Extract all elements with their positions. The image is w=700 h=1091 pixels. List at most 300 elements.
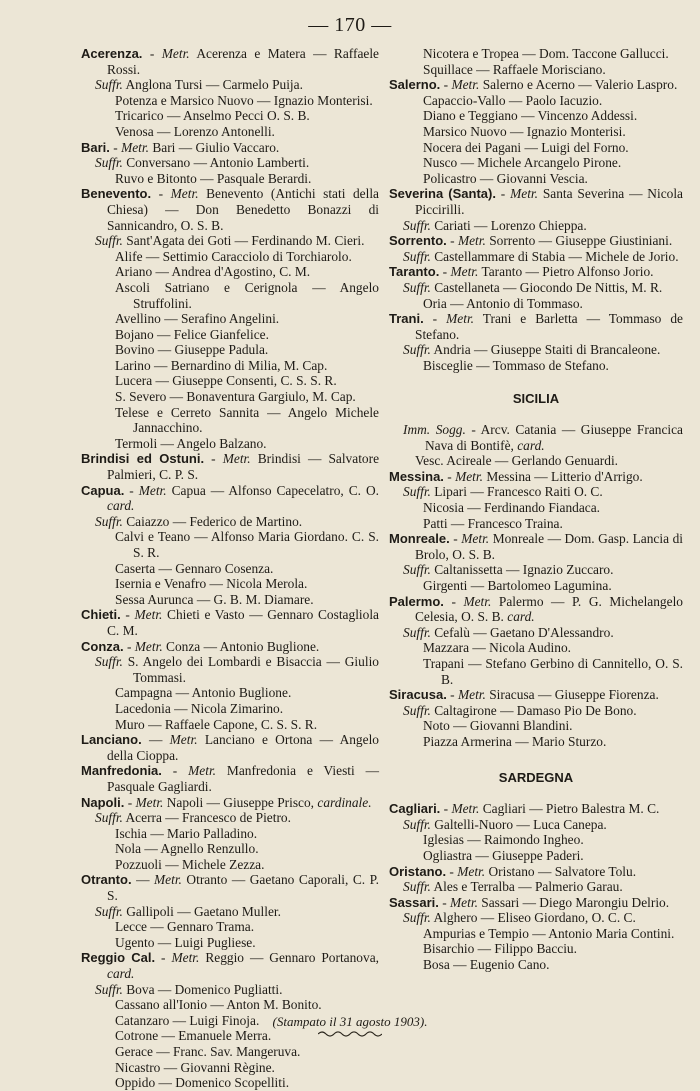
see-name: Acerenza. [81, 46, 143, 61]
entry-text: Ischia — Mario Palladino. [115, 825, 258, 841]
entry-text: Benevento (Antichi stati della Chiesa) — Don Benedetto Bonazzi di Sannicandro, O. S. B. [107, 186, 380, 233]
metropolitan-entry [389, 264, 683, 280]
diocese-entry [389, 926, 683, 942]
separator: - [123, 638, 135, 654]
entry-text: Chieti e Vasto — Gennaro Costagliola C. M. [107, 607, 379, 638]
separator: - [124, 794, 136, 810]
entry-text: - Arcv. Catania — Giuseppe Francica Nava di Bontifè, [425, 422, 684, 453]
entry-text: Gerace — Franc. Sav. Mangeruva. [115, 1044, 301, 1059]
entry-text: Bari — Giulio Vaccaro. [148, 139, 280, 155]
diocese-entry [81, 358, 379, 374]
entry-text: Policastro — Giovanni Vescia. [423, 170, 588, 186]
role-abbreviation: Suffr. [403, 562, 431, 578]
entry-text: Trani e Barletta — Tommaso de Stefano. [415, 311, 684, 342]
entry-text: Alghero — Eliseo Giordano, O. C. C. [430, 910, 636, 926]
role-abbreviation: Suffr. [95, 233, 123, 249]
entry-text: Salerno e Acerno — Valerio Laspro. [479, 77, 678, 93]
entry-text: Tricarico — Anselmo Pecci O. S. B. [115, 108, 310, 124]
see-name: Benevento. [81, 186, 152, 202]
entry-text: Conza — Antonio Buglione. [162, 638, 320, 654]
suffragan-entry [389, 280, 683, 296]
entry-text: Lacedonia — Nicola Zimarino. [115, 700, 284, 716]
separator: - [155, 950, 172, 966]
entry-text: Lipari — Francesco Raiti O. C. [430, 484, 603, 500]
metropolitan-entry [389, 77, 683, 93]
print-date-footer: (Stampato il 31 agosto 1903). [272, 1014, 428, 1029]
entry-text: Piazza Armerina — Mario Sturzo. [423, 733, 607, 749]
separator: - [439, 264, 451, 280]
see-name: Messina. [389, 468, 444, 484]
role-abbreviation: Metr. [457, 233, 486, 249]
diocese-entry [81, 124, 379, 140]
metropolitan-entry [81, 732, 379, 763]
entry-text: Ruvo e Bitonto — Pasquale Berardi. [115, 170, 312, 186]
entry-text: Bovino — Giuseppe Padula. [115, 342, 269, 358]
metropolitan-entry [389, 469, 683, 485]
role-abbreviation: Metr. [451, 801, 480, 817]
separator: - [142, 46, 162, 61]
entry-text: Nicastro — Giovanni Règine. [115, 1059, 275, 1075]
diocese-entry [389, 656, 683, 687]
metropolitan-entry [81, 763, 379, 794]
entry-text: Potenza e Marsico Nuovo — Ignazio Monterisi. [115, 92, 373, 108]
entry-text: Castellaneta — Giocondo De Nittis, M. R. [430, 279, 663, 295]
entry-text: Campagna — Antonio Buglione. [115, 685, 292, 701]
diocese-entry [81, 717, 379, 733]
separator: - [446, 687, 458, 703]
region-heading: SARDEGNA [498, 769, 574, 785]
metropolitan-entry [389, 895, 683, 911]
entry-text: Sessa Aurunca — G. B. M. Diamare. [115, 591, 314, 607]
diocese-entry [389, 848, 683, 864]
entry-text: Bisceglie — Tommaso de Stefano. [423, 357, 609, 373]
role-abbreviation: Metr. [446, 311, 475, 327]
role-abbreviation: Metr. [188, 763, 217, 779]
role-abbreviation: Metr. [170, 186, 199, 202]
entry-text: Sant'Agata dei Goti — Ferdinando M. Cieri. [122, 233, 365, 249]
metropolitan-entry [389, 687, 683, 703]
separator: - [438, 894, 451, 910]
entry-text: Brindisi — Salvatore Palmieri, C. P. S. [107, 451, 380, 483]
suffragan-entry [389, 879, 683, 895]
separator: - [120, 607, 135, 623]
metropolitan-entry [81, 46, 379, 77]
entry-text: Bisarchio — Filippo Bacciu. [423, 941, 577, 957]
suffragan-entry [389, 625, 683, 641]
entry-text: S. Angelo dei Lombardi e Bisaccia — Giulio Tommasi. [122, 654, 379, 685]
suffragan-entry [81, 514, 379, 530]
diocese-entry [81, 171, 379, 187]
see-name: Severina (Santa). [389, 186, 496, 202]
separator: - [440, 77, 452, 93]
role-abbreviation: Suffr. [403, 342, 431, 358]
role-abbreviation: Suffr. [403, 879, 431, 895]
separator: - [443, 593, 464, 609]
entry-text: Caserta — Gennaro Cosenza. [115, 560, 274, 576]
entry-text: Bova — Domenico Pugliatti. [122, 981, 283, 997]
metropolitan-entry [389, 311, 683, 342]
separator: - [446, 863, 458, 879]
entry-text: Ascoli Satriano e Cerignola — Angelo Struffolini. [115, 279, 379, 311]
entry-text: Palermo — P. G. Michelangelo Celesia, O. S. B. [415, 593, 683, 625]
diocese-entry [81, 93, 379, 109]
role-abbreviation: Suffr. [403, 279, 431, 295]
diocese-entry [389, 957, 683, 973]
diocese-entry [81, 561, 379, 577]
see-name: Brindisi ed Ostuni. [81, 451, 205, 467]
diocese-entry [81, 373, 379, 389]
role-abbreviation: Suffr. [95, 810, 123, 826]
metropolitan-entry [389, 531, 683, 562]
metropolitan-entry [81, 950, 379, 981]
entry-text: Cotrone — Emanuele Merra. [115, 1028, 272, 1044]
diocese-entry [389, 155, 683, 171]
diocese-entry [389, 453, 683, 469]
role-abbreviation: Suffr. [403, 624, 431, 640]
suffragan-entry [389, 562, 683, 578]
entry-text: Nola — Agnello Renzullo. [115, 841, 259, 857]
entry-text: Catanzaro — Luigi Finoja. [115, 1012, 260, 1028]
role-abbreviation: Suffr. [95, 155, 123, 171]
entry-text: Acerra — Francesco de Pietro. [122, 810, 291, 826]
diocese-entry [389, 62, 683, 78]
diocese-entry [389, 296, 683, 312]
diocese-entry [81, 857, 379, 873]
entry-text: Nicotera e Tropea — Dom. Taccone Gallucci. [423, 46, 669, 61]
entry-text: Messina — Litterio d'Arrigo. [482, 468, 643, 484]
wavy-rule-ornament [318, 1030, 382, 1038]
suffragan-entry [389, 218, 683, 234]
entry-text: Trapani — Stefano Gerbino di Cannitello, O. S. B. [423, 655, 683, 687]
role-abbreviation: Metr. [222, 451, 251, 467]
suffragan-entry [81, 654, 379, 685]
diocese-entry [389, 640, 683, 656]
role-abbreviation: Suffr. [403, 910, 431, 926]
role-abbreviation: Metr. [134, 607, 163, 623]
entry-text: Acerenza e Matera — Raffaele Rossi. [107, 46, 379, 77]
see-name: Bari. [81, 139, 110, 155]
title-suffix: card. [107, 966, 135, 982]
entry-text: Caltanissetta — Ignazio Zuccaro. [430, 562, 614, 578]
role-abbreviation: Metr. [510, 186, 538, 202]
entry-text: Galtelli-Nuoro — Luca Canepa. [430, 816, 607, 832]
entry-text: Oppido — Domenico Scopelliti. [115, 1075, 290, 1091]
separator: — [131, 872, 154, 888]
diocese-entry [81, 108, 379, 124]
entry-text: Lucera — Giuseppe Consenti, C. S. S. R. [115, 373, 337, 389]
diocese-entry [81, 264, 379, 280]
metropolitan-entry [81, 451, 379, 482]
separator: — [141, 732, 170, 748]
entry-text: Venosa — Lorenzo Antonelli. [115, 123, 275, 139]
title-suffix: card. [517, 437, 545, 453]
role-abbreviation: Metr. [450, 264, 479, 280]
diocese-entry [389, 108, 683, 124]
role-abbreviation: Metr. [463, 593, 492, 609]
separator: - [161, 763, 189, 779]
separator: - [124, 482, 139, 498]
entry-text: Bojano — Felice Gianfelice. [115, 326, 269, 342]
entry-text: Mazzara — Nicola Audino. [423, 640, 571, 656]
metropolitan-entry [81, 483, 379, 514]
right-column [389, 46, 683, 973]
diocese-entry [389, 358, 683, 374]
diocese-entry [389, 140, 683, 156]
see-name: Siracusa. [389, 687, 447, 703]
suffragan-entry [389, 342, 683, 358]
entry-text: Noto — Giovanni Blandini. [423, 718, 573, 734]
role-abbreviation: Suffr. [403, 816, 431, 832]
diocese-entry [81, 342, 379, 358]
role-abbreviation: Suffr. [95, 903, 123, 919]
entry-text: Ogliastra — Giuseppe Paderi. [423, 847, 584, 863]
entry-text: Sorrento — Giuseppe Giustiniani. [485, 233, 673, 249]
entry-text: Siracusa — Giuseppe Fiorenza. [485, 687, 659, 703]
see-name: Palermo. [389, 593, 444, 609]
suffragan-entry [389, 703, 683, 719]
see-name: Napoli. [81, 794, 125, 810]
entry-text: Capua — Alfonso Capecelatro, C. O. [166, 482, 379, 498]
page-number: — 170 — [308, 14, 392, 36]
entry-text: Alife — Settimio Caracciolo di Torchiarolo. [115, 248, 352, 264]
entry-text: Ugento — Luigi Pugliese. [115, 934, 256, 950]
metropolitan-entry [81, 639, 379, 655]
entry-text: Diano e Teggiano — Vincenzo Addessi. [423, 108, 638, 124]
diocese-entry [389, 500, 683, 516]
role-abbreviation: Metr. [171, 950, 200, 966]
diocese-entry [81, 1060, 379, 1076]
entry-text: Calvi e Teano — Alfonso Maria Giordano. C. S. S. R. [115, 529, 379, 560]
role-abbreviation: Metr. [161, 46, 190, 61]
diocese-entry [389, 93, 683, 109]
role-abbreviation: Metr. [135, 794, 164, 810]
suffragan-entry [81, 155, 379, 171]
role-abbreviation: Suffr. [403, 702, 431, 718]
diocese-entry [81, 1044, 379, 1060]
entry-text: Squillace — Raffaele Morisciano. [423, 61, 606, 77]
see-name: Sorrento. [389, 233, 447, 249]
diocese-entry [81, 841, 379, 857]
entry-text: Caltagirone — Damaso Pio De Bono. [430, 702, 637, 718]
entry-text: Napoli — Giuseppe Prisco, [163, 794, 318, 810]
entry-text: Anglona Tursi — Carmelo Puija. [122, 77, 303, 93]
diocese-entry [81, 576, 379, 592]
separator: - [449, 531, 462, 547]
entry-text: Reggio — Gennaro Portanova, [199, 950, 379, 966]
title-suffix: cardinale. [317, 794, 372, 810]
see-name: Lanciano. [81, 732, 142, 748]
entry-text: Ales e Terralba — Palmerio Garau. [430, 879, 623, 895]
diocese-entry [389, 124, 683, 140]
diocese-entry [81, 280, 379, 311]
role-abbreviation: Metr. [138, 482, 167, 498]
diocese-entry [81, 389, 379, 405]
see-name: Monreale. [389, 531, 450, 547]
entry-text: Bosa — Eugenio Cano. [423, 957, 550, 973]
diocese-entry [389, 422, 683, 453]
metropolitan-entry [389, 801, 683, 817]
suffragan-entry [389, 910, 683, 926]
see-name: Conza. [81, 638, 124, 654]
entry-text: Andria — Giuseppe Staiti di Brancaleone. [430, 342, 661, 358]
entry-text: Avellino — Serafino Angelini. [115, 311, 280, 327]
see-name: Cagliari. [389, 801, 441, 817]
see-name: Manfredonia. [81, 763, 162, 779]
entry-text: Nusco — Michele Arcangelo Pirone. [423, 155, 622, 171]
role-abbreviation: Metr. [450, 894, 478, 910]
diocese-entry [389, 46, 683, 62]
separator: - [109, 139, 122, 155]
entry-text: Telese e Cerreto Sannita — Angelo Michele Jannacchino. [115, 404, 379, 436]
separator: - [151, 186, 171, 202]
suffragan-entry [389, 249, 683, 265]
metropolitan-entry [389, 233, 683, 249]
separator: - [446, 233, 458, 249]
metropolitan-entry [81, 140, 379, 156]
entry-text: Lecce — Gennaro Trama. [115, 919, 255, 935]
entry-text: Capaccio-Vallo — Paolo Iacuzio. [423, 92, 603, 108]
entry-text: Termoli — Angelo Balzano. [115, 435, 267, 451]
diocese-entry [81, 935, 379, 951]
suffragan-entry [389, 817, 683, 833]
diocese-entry [389, 171, 683, 187]
role-abbreviation: Metr. [451, 77, 480, 93]
metropolitan-entry [81, 607, 379, 638]
entry-text: Cassano all'Ionio — Anton M. Bonito. [115, 997, 322, 1013]
diocese-entry [81, 997, 379, 1013]
entry-text: S. Severo — Bonaventura Gargiulo, M. Cap. [115, 389, 356, 405]
diocese-entry [81, 436, 379, 452]
diocese-entry [389, 832, 683, 848]
role-abbreviation: Metr. [461, 531, 490, 547]
role-abbreviation: Metr. [134, 638, 163, 654]
entry-text: Oria — Antonio di Tommaso. [423, 295, 583, 311]
entry-text: Castellammare di Stabia — Michele de Jorio. [430, 248, 679, 264]
role-abbreviation: Metr. [455, 468, 483, 484]
metropolitan-entry [81, 872, 379, 903]
suffragan-entry [81, 982, 379, 998]
entry-text: Nocera dei Pagani — Luigi del Forno. [423, 139, 629, 155]
entry-text: Ariano — Andrea d'Agostino, C. M. [115, 264, 311, 280]
entry-text: Patti — Francesco Traina. [423, 515, 563, 531]
entry-text: Cefalù — Gaetano D'Alessandro. [430, 624, 614, 640]
see-name: Taranto. [389, 264, 440, 280]
entry-text: Otranto — Gaetano Caporali, C. P. S. [107, 872, 379, 904]
separator: - [204, 451, 223, 467]
diocese-entry [389, 941, 683, 957]
diocese-entry [389, 578, 683, 594]
entry-text: Nicosia — Ferdinando Fiandaca. [423, 500, 601, 516]
metropolitan-entry [389, 186, 683, 217]
diocese-entry [81, 405, 379, 436]
metropolitan-entry [81, 186, 379, 233]
diocese-entry [81, 826, 379, 842]
metropolitan-entry [389, 594, 683, 625]
role-abbreviation: Suffr. [95, 513, 123, 529]
diocese-entry [81, 701, 379, 717]
title-suffix: card. [507, 609, 535, 625]
entry-text: Muro — Raffaele Capone, C. S. S. R. [115, 716, 318, 732]
role-abbreviation: Imm. Sogg. [403, 422, 466, 438]
entry-text: Girgenti — Bartolomeo Lagumina. [423, 578, 612, 593]
diocese-entry [81, 529, 379, 560]
see-name: Otranto. [81, 872, 132, 888]
diocese-entry [81, 249, 379, 265]
see-name: Chieti. [81, 607, 121, 623]
entry-text: Ampurias e Tempio — Antonio Maria Contini. [423, 925, 675, 941]
entry-text: Vesc. Acireale — Gerlando Genuardi. [415, 453, 619, 469]
suffragan-entry [81, 810, 379, 826]
title-suffix: card. [107, 498, 135, 514]
separator: - [443, 468, 456, 484]
see-name: Sassari. [389, 894, 439, 910]
role-abbreviation: Metr. [457, 687, 486, 703]
entry-text: Cagliari — Pietro Balestra M. C. [479, 801, 660, 817]
entry-text: Conversano — Antonio Lamberti. [122, 155, 310, 171]
entry-text: Larino — Bernardino di Milia, M. Cap. [115, 357, 328, 373]
see-name: Capua. [81, 482, 125, 498]
separator: - [440, 801, 452, 817]
entry-text: Manfredonia e Viesti — Pasquale Gagliardi. [107, 763, 380, 794]
role-abbreviation: Suffr. [403, 248, 431, 264]
metropolitan-entry [81, 795, 379, 811]
entry-text: Marsico Nuovo — Ignazio Monterisi. [423, 123, 626, 139]
diocese-entry [81, 685, 379, 701]
entry-text: Isernia e Venafro — Nicola Merola. [115, 576, 308, 592]
entry-text: Caiazzo — Federico de Martino. [122, 513, 303, 529]
role-abbreviation: Metr. [154, 872, 182, 888]
entry-text: Sassari — Diego Marongiu Delrio. [477, 894, 670, 910]
entry-text: Gallipoli — Gaetano Muller. [122, 903, 281, 919]
role-abbreviation: Suffr. [95, 77, 123, 93]
role-abbreviation: Suffr. [95, 654, 123, 670]
separator: - [423, 311, 447, 327]
diocese-entry [389, 718, 683, 734]
region-heading: SICILIA [512, 391, 560, 407]
entry-text: Lanciano e Ortona — Angelo della Cioppa. [107, 732, 379, 763]
diocese-entry [81, 919, 379, 935]
role-abbreviation: Suffr. [403, 217, 431, 233]
see-name: Reggio Cal. [81, 950, 156, 966]
entry-text: Monreale — Dom. Gasp. Lancia di Brolo, O. S. B. [415, 531, 683, 562]
entry-text: Iglesias — Raimondo Ingheo. [423, 832, 584, 848]
see-name: Trani. [389, 311, 424, 327]
entry-text: Santa Severina — Nicola Piccirilli. [415, 186, 683, 217]
entry-text: Pozzuoli — Michele Zezza. [115, 856, 265, 872]
diocese-entry [81, 327, 379, 343]
entry-text: Taranto — Pietro Alfonso Jorio. [478, 264, 654, 280]
suffragan-entry [81, 233, 379, 249]
metropolitan-entry [389, 864, 683, 880]
role-abbreviation: Suffr. [403, 484, 431, 500]
left-column [81, 46, 379, 1091]
see-name: Salerno. [389, 77, 441, 93]
separator: - [495, 186, 511, 202]
entry-text: Cariati — Lorenzo Chieppa. [430, 217, 587, 233]
role-abbreviation: Suffr. [95, 981, 123, 997]
diocese-entry [81, 592, 379, 608]
suffragan-entry [81, 904, 379, 920]
diocese-entry [389, 516, 683, 532]
diocese-entry [81, 311, 379, 327]
suffragan-entry [81, 77, 379, 93]
entry-text: Oristano — Salvatore Tolu. [485, 863, 637, 879]
diocese-entry [389, 734, 683, 750]
role-abbreviation: Metr. [169, 732, 198, 748]
suffragan-entry [389, 484, 683, 500]
role-abbreviation: Metr. [121, 139, 149, 155]
see-name: Oristano. [389, 863, 447, 879]
